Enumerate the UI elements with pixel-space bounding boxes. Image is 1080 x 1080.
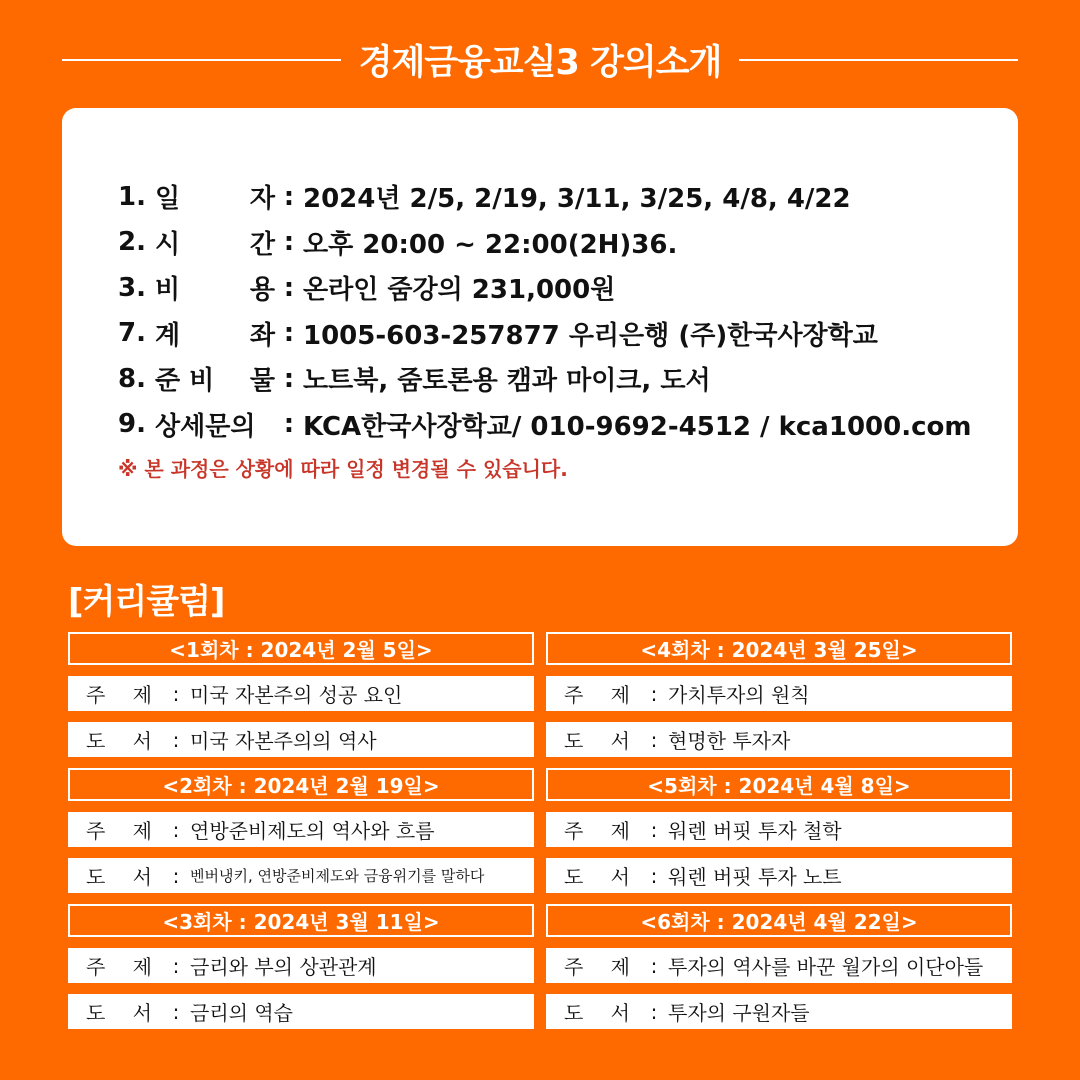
info-label: 상세문의 <box>155 411 256 442</box>
row-colon: : <box>650 863 658 888</box>
info-row-contact <box>118 402 971 448</box>
session-book <box>68 722 534 757</box>
info-label: 비 용 <box>155 275 275 306</box>
page-title: 경제금융교실3 강의소개 <box>358 43 722 83</box>
topic-value: 가치투자의 원칙 <box>668 683 810 707</box>
row-colon: : <box>172 817 180 842</box>
book-value: 현명한 투자자 <box>668 729 791 753</box>
info-label: 일 자 <box>155 184 275 215</box>
info-number: 2. <box>118 227 146 258</box>
book-value: 미국 자본주의의 역사 <box>190 729 377 753</box>
book-label: 도 서 <box>564 729 630 753</box>
session-book <box>68 994 534 1029</box>
row-colon: : <box>172 999 180 1024</box>
topic-label: 주 제 <box>86 955 152 979</box>
row-colon: : <box>650 681 658 706</box>
info-label: 시 간 <box>155 229 275 260</box>
session-book <box>546 994 1012 1029</box>
info-value: 1005-603-257877 우리은행 (주)한국사장학교 <box>303 320 878 351</box>
topic-value: 워렌 버핏 투자 철학 <box>668 819 842 843</box>
info-value: 2024년 2/5, 2/19, 3/11, 3/25, 4/8, 4/22 <box>303 184 851 215</box>
session-book <box>546 722 1012 757</box>
info-value: 오후 20:00 ~ 22:00(2H)36. <box>303 229 678 260</box>
info-list <box>118 174 971 482</box>
session-topic <box>546 948 1012 983</box>
book-label: 도 서 <box>564 1001 630 1025</box>
curriculum-heading: [커리큘럼] <box>68 582 225 622</box>
info-row-materials <box>118 356 971 402</box>
info-row-date <box>118 174 971 220</box>
session-topic <box>68 812 534 847</box>
info-colon: : <box>283 318 295 349</box>
row-colon: : <box>650 727 658 752</box>
row-colon: : <box>172 727 180 752</box>
info-row-account <box>118 311 971 357</box>
row-colon: : <box>650 953 658 978</box>
book-label: 도 서 <box>564 865 630 889</box>
topic-value: 미국 자본주의 성공 요인 <box>190 683 403 707</box>
row-colon: : <box>650 999 658 1024</box>
book-value: 금리의 역습 <box>190 1001 293 1025</box>
info-label: 계 좌 <box>155 320 275 351</box>
info-colon: : <box>283 363 295 394</box>
info-colon: : <box>283 227 295 258</box>
book-label: 도 서 <box>86 1001 152 1025</box>
session-topic <box>68 948 534 983</box>
book-label: 도 서 <box>86 729 152 753</box>
session-5 <box>546 768 1012 893</box>
info-number: 7. <box>118 318 146 349</box>
curriculum-grid <box>68 632 1012 1029</box>
book-value: 벤버냉키, 연방준비제도와 금융위기를 말하다 <box>190 867 485 885</box>
info-colon: : <box>283 272 295 303</box>
header-line-right <box>739 59 1018 61</box>
info-number: 9. <box>118 409 146 440</box>
session-2 <box>68 768 534 893</box>
schedule-notice: ※ 본 과정은 상황에 따라 일정 변경될 수 있습니다. <box>118 457 568 481</box>
topic-value: 연방준비제도의 역사와 흐름 <box>190 819 435 843</box>
session-title: <4회차 : 2024년 3월 25일> <box>546 632 1012 665</box>
info-row-time <box>118 220 971 266</box>
row-colon: : <box>172 681 180 706</box>
header-line-left <box>62 59 341 61</box>
info-value: 노트북, 줌토론용 캠과 마이크, 도서 <box>303 366 711 397</box>
topic-label: 주 제 <box>564 683 630 707</box>
page-header <box>62 32 1018 88</box>
topic-label: 주 제 <box>564 819 630 843</box>
row-colon: : <box>650 817 658 842</box>
info-number: 8. <box>118 363 146 394</box>
session-topic <box>546 812 1012 847</box>
session-topic <box>68 676 534 711</box>
topic-label: 주 제 <box>86 819 152 843</box>
info-colon: : <box>283 409 295 440</box>
info-row-cost <box>118 265 971 311</box>
session-title: <6회차 : 2024년 4월 22일> <box>546 904 1012 937</box>
book-value: 투자의 구원자들 <box>668 1001 810 1025</box>
topic-label: 주 제 <box>564 955 630 979</box>
topic-value: 금리와 부의 상관관계 <box>190 955 377 979</box>
info-card <box>62 108 1018 546</box>
session-4 <box>546 632 1012 757</box>
session-topic <box>546 676 1012 711</box>
session-6 <box>546 904 1012 1029</box>
info-number: 1. <box>118 181 146 212</box>
topic-label: 주 제 <box>86 683 152 707</box>
book-label: 도 서 <box>86 865 152 889</box>
info-colon: : <box>283 181 295 212</box>
session-title: <3회차 : 2024년 3월 11일> <box>68 904 534 937</box>
info-value[interactable]: KCA한국사장학교/ 010-9692-4512 / kca1000.com <box>303 411 972 442</box>
session-title: <1회차 : 2024년 2월 5일> <box>68 632 534 665</box>
info-value: 온라인 줌강의 231,000원 <box>303 275 616 306</box>
session-title: <5회차 : 2024년 4월 8일> <box>546 768 1012 801</box>
info-number: 3. <box>118 272 146 303</box>
book-value: 워렌 버핏 투자 노트 <box>668 865 842 889</box>
session-3 <box>68 904 534 1029</box>
session-1 <box>68 632 534 757</box>
info-label: 준 비 물 <box>155 366 275 397</box>
session-book <box>546 858 1012 893</box>
topic-value: 투자의 역사를 바꾼 월가의 이단아들 <box>668 955 984 979</box>
row-colon: : <box>172 863 180 888</box>
session-book <box>68 858 534 893</box>
row-colon: : <box>172 953 180 978</box>
session-title: <2회차 : 2024년 2월 19일> <box>68 768 534 801</box>
